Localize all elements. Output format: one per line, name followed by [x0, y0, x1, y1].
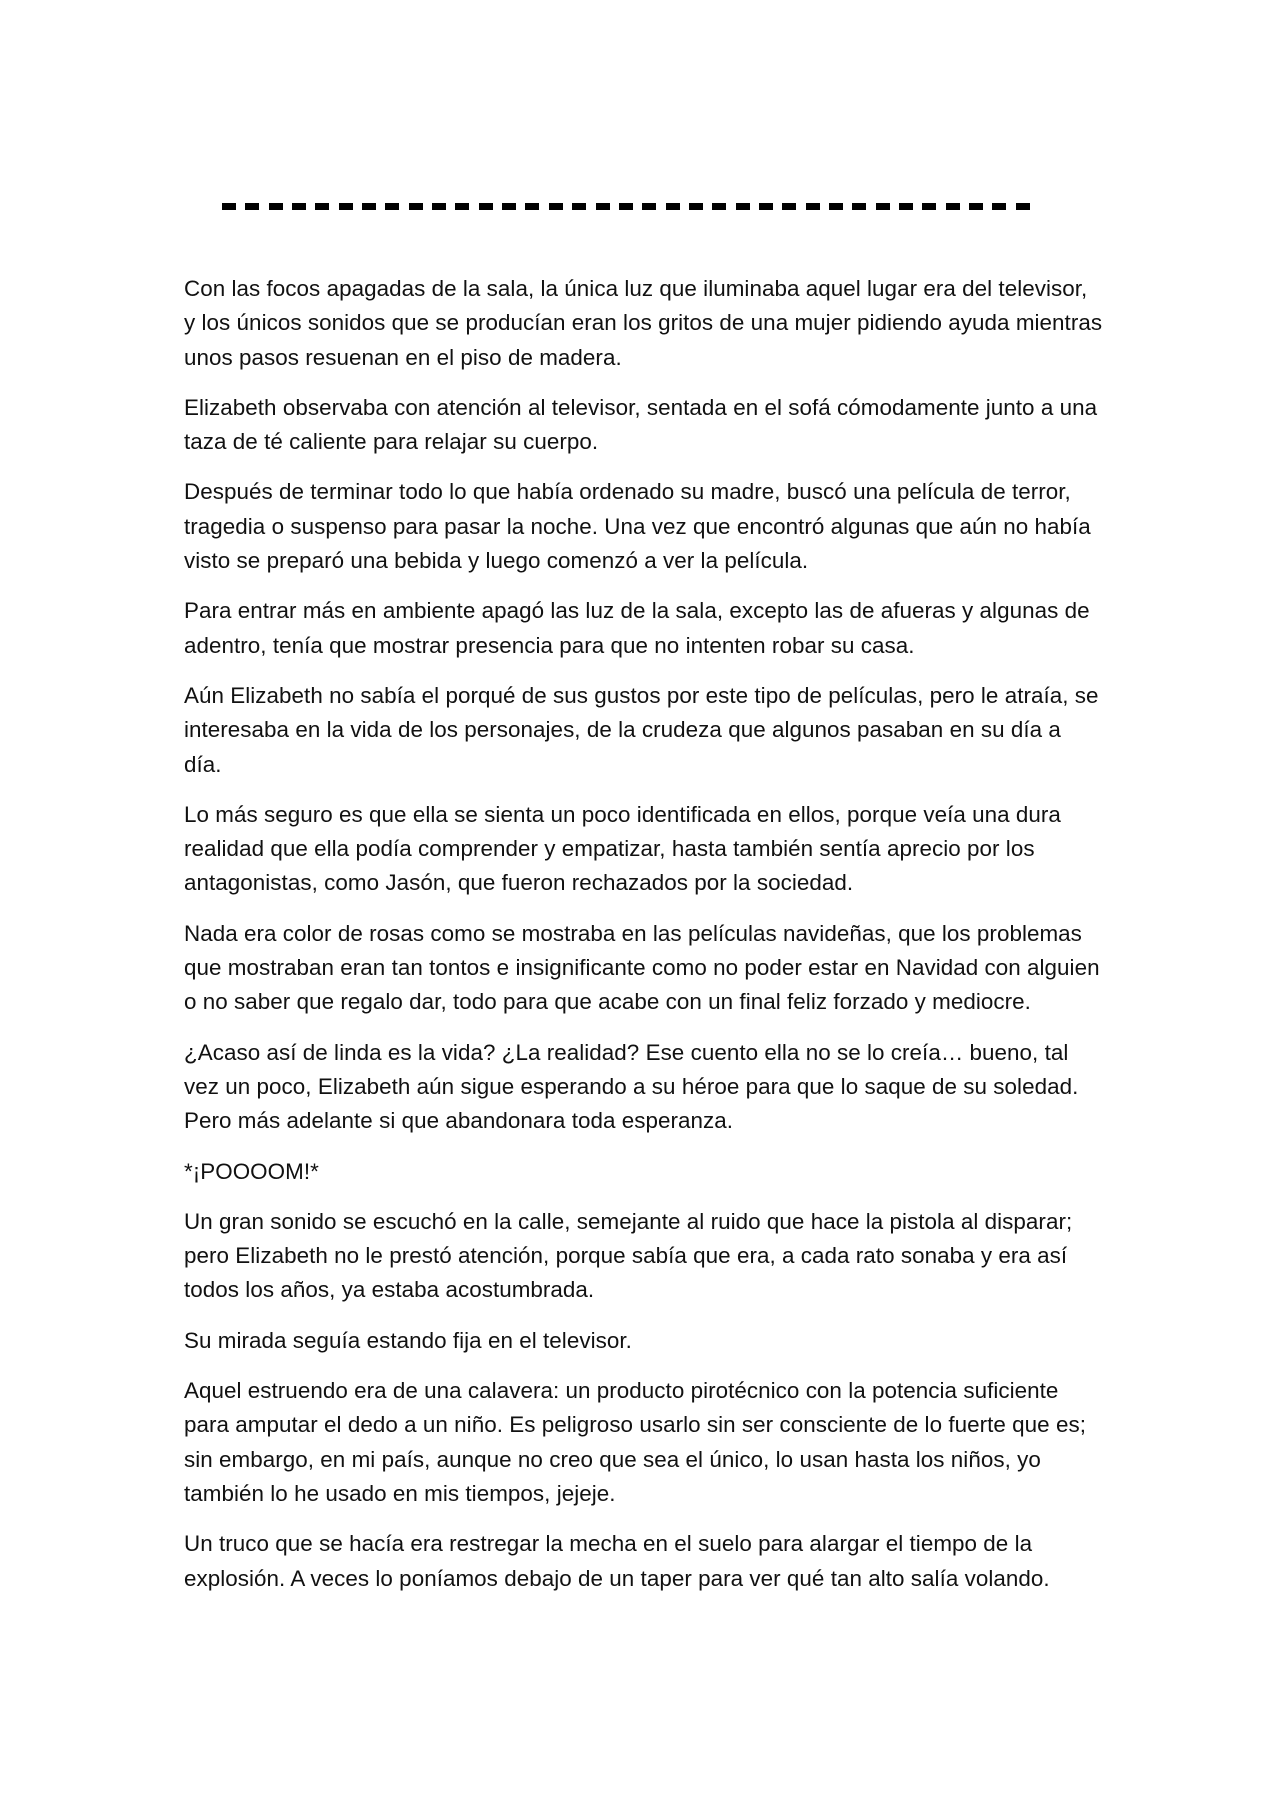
story-paragraph: Después de terminar todo lo que había ordenado su madre, buscó una película de terror, tragedia o suspenso para pasar la noche. Una vez que encontró algunas que aún no había visto se preparó una bebida y luego comenzó a ver la película.: [184, 479, 1091, 574]
divider-dash: [596, 203, 610, 210]
divider-dash: [806, 203, 820, 210]
divider-dash: [362, 203, 376, 210]
divider-dash: [502, 203, 516, 210]
divider-dash: [222, 203, 236, 210]
sound-effect-line: *¡POOOOM!*: [184, 1158, 319, 1184]
divider-dash: [712, 203, 726, 210]
divider-dash: [315, 203, 329, 210]
divider-dash: [829, 203, 843, 210]
divider-dash: [642, 203, 656, 210]
divider-dash: [736, 203, 750, 210]
divider-dash: [525, 203, 539, 210]
dashed-divider: [222, 198, 1030, 214]
story-paragraph: Nada era color de rosas como se mostraba en las películas navideñas, que los problemas que mostraban eran tan tontos e insignificante como no poder estar en Navidad con alguien o no saber que regalo dar, todo para que acabe con un final feliz forzado y mediocre.: [184, 920, 1100, 1015]
story-paragraph: Aquel estruendo era de una calavera: un producto pirotécnico con la potencia suficiente para amputar el dedo a un niño. Es peligroso usarlo sin ser consciente de lo fuerte que es; sin embargo, en mi país, aunque no creo que sea el único, lo usan hasta los niños, yo también lo he usado en mis tiempos, jejeje.: [184, 1378, 1086, 1506]
divider-dash: [899, 203, 913, 210]
story-paragraph: Para entrar más en ambiente apagó las luz de la sala, excepto las de afueras y algunas de adentro, tenía que mostrar presencia para que no intenten robar su casa.: [184, 598, 1090, 658]
story-paragraph: Elizabeth observaba con atención al televisor, sentada en el sofá cómodamente junto a una taza de té caliente para relajar su cuerpo.: [184, 394, 1098, 455]
story-paragraph: Aún Elizabeth no sabía el porqué de sus gustos por este tipo de películas, pero le atraía, se interesaba en la vida de los personajes, de la crudeza que algunos pasaban en su día a día.: [184, 682, 1099, 777]
story-paragraph: Un truco que se hacía era restregar la mecha en el suelo para alargar el tiempo de la explosión. A veces lo poníamos debajo de un taper para ver qué tan alto salía volando.: [184, 1531, 1050, 1591]
divider-dash: [245, 203, 259, 210]
story-paragraph: Lo más seguro es que ella se sienta un poco identificada en ellos, porque veía una dura realidad que ella podía comprender y empatizar, hasta también sentía aprecio por los antagonistas, como Jasón, que fueron rechazados por la sociedad.: [184, 801, 1061, 896]
divider-dash: [946, 203, 960, 210]
divider-dash: [432, 203, 446, 210]
divider-dash: [479, 203, 493, 210]
divider-dash: [619, 203, 633, 210]
divider-dash: [992, 203, 1006, 210]
divider-dash: [269, 203, 283, 210]
divider-dash: [572, 203, 586, 210]
divider-dash: [409, 203, 423, 210]
divider-dash: [666, 203, 680, 210]
divider-dash: [549, 203, 563, 210]
divider-dash: [852, 203, 866, 210]
divider-dash: [922, 203, 936, 210]
divider-dash: [455, 203, 469, 210]
divider-dash: [969, 203, 983, 210]
story-paragraph: Un gran sonido se escuchó en la calle, semejante al ruido que hace la pistola al disparar; pero Elizabeth no le prestó atención, porque sabía que era, a cada rato sonaba y era así todos los años, ya estaba acostumbrada.: [184, 1208, 1073, 1303]
divider-dash: [689, 203, 703, 210]
divider-dash: [385, 203, 399, 210]
divider-dash: [339, 203, 353, 210]
divider-dash: [876, 203, 890, 210]
divider-dash: [1016, 203, 1030, 210]
story-paragraph: Su mirada seguía estando fija en el televisor.: [184, 1327, 632, 1353]
story-paragraph: ¿Acaso así de linda es la vida? ¿La realidad? Ese cuento ella no se lo creía… bueno, tal vez un poco, Elizabeth aún sigue esperando a su héroe para que lo saque de su soledad. Pero más adelante si que abandonara toda esperanza.: [184, 1039, 1079, 1134]
story-paragraph: Con las focos apagadas de la sala, la única luz que iluminaba aquel lugar era del televisor, y los únicos sonidos que se producían eran los gritos de una mujer pidiendo ayuda mientras unos pasos resuenan en el piso de madera.: [184, 276, 1103, 370]
story-text: [184, 272, 1104, 1612]
divider-dash: [759, 203, 773, 210]
divider-dash: [292, 203, 306, 210]
divider-dash: [782, 203, 796, 210]
